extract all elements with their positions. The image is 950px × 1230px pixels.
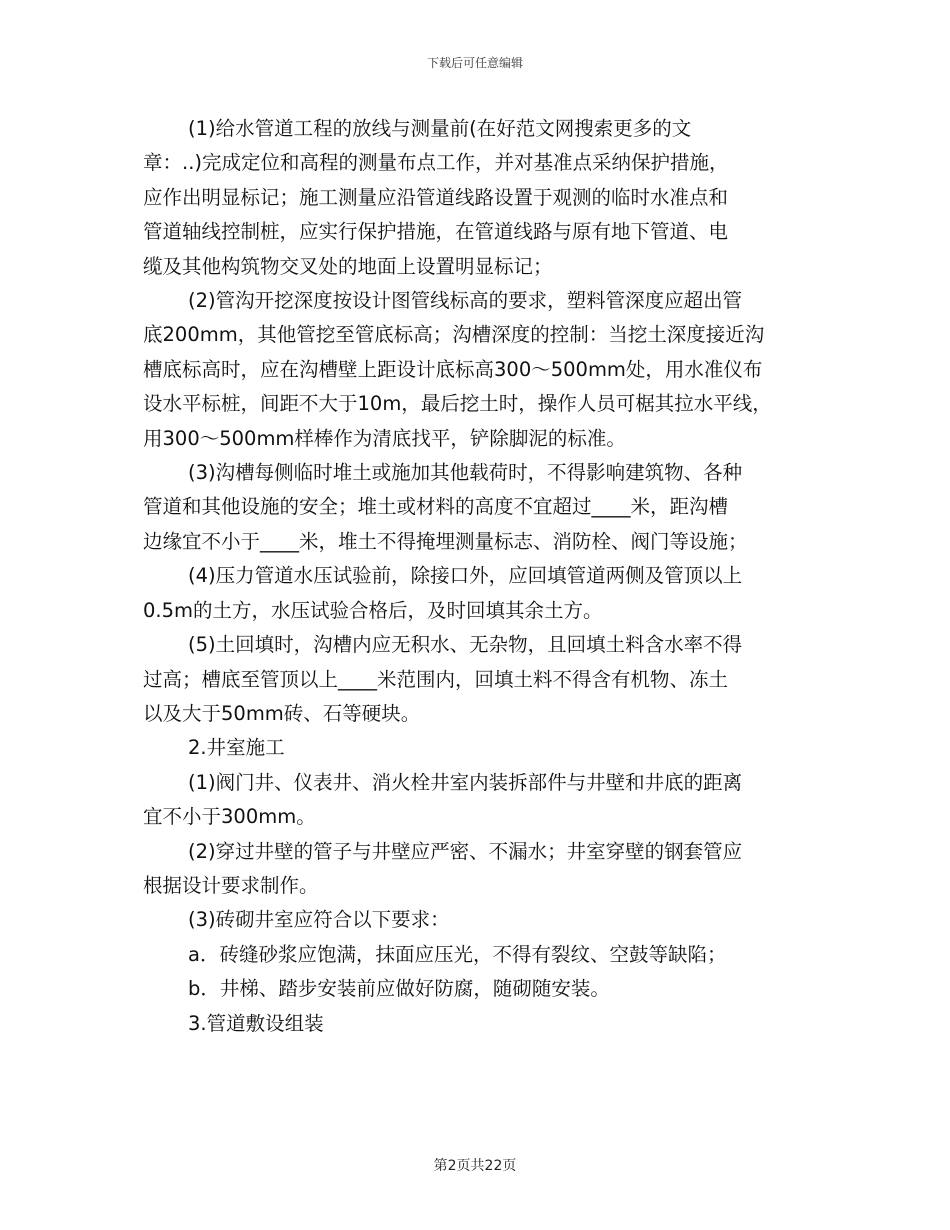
text-line: 3.管道敷设组装 (188, 1011, 324, 1035)
text-line: 管道轴线控制桩，应实行保护措施，在管道线路与原有地下管道、电 (143, 220, 729, 244)
text-line: 应作出明显标记；施工测量应沿管道线路设置于观测的临时水准点和 (143, 185, 729, 209)
text-line: (5)土回填时，沟槽内应无积水、无杂物，且回填土料含水率不得 (188, 633, 743, 657)
text-line: (4)压力管道水压试验前，除接口外，应回填管道两侧及管顶以上 (188, 564, 743, 588)
text-line: (3)砖砌井室应符合以下要求： (188, 908, 450, 932)
text-line: 以及大于50mm砖、石等硬块。 (143, 701, 421, 725)
text-line: a．砖缝砂浆应饱满，抹面应压光，不得有裂纹、空鼓等缺陷； (188, 942, 727, 966)
text-line: (1)阀门井、仪表井、消火栓井室内装拆部件与井壁和井底的距离 (188, 770, 743, 794)
text-line: 边缘宜不小于____米，堆土不得掩埋测量标志、消防栓、阀门等设施； (143, 529, 748, 553)
text-line: 宜不小于300mm。 (143, 805, 316, 829)
document-body (143, 112, 813, 1041)
text-line: 用300～500mm样棒作为清底找平，铲除脚泥的标准。 (143, 426, 626, 450)
text-line: b．井梯、踏步安装前应做好防腐，随砌随安装。 (188, 977, 610, 1001)
text-line: 过高；槽底至管顶以上____米范围内，回填土料不得含有机物、冻土 (143, 667, 729, 691)
text-line: (3)沟槽每侧临时堆土或施加其他载荷时，不得影响建筑物、各种 (188, 461, 743, 485)
text-line: (2)管沟开挖深度按设计图管线标高的要求，塑料管深度应超出管 (188, 289, 743, 313)
text-line: 根据设计要求制作。 (143, 873, 319, 897)
page-header: 下载后可任意编辑 (426, 56, 523, 70)
text-line: 设水平标桩，间距不大于10m，最后挖土时，操作人员可椐其拉水平线， (143, 392, 772, 416)
text-line: 章：..)完成定位和高程的测量布点工作，并对基准点采纳保护措施， (143, 151, 729, 175)
page-number: 第2页共22页 (433, 1158, 517, 1174)
text-line: 槽底标高时，应在沟槽壁上距设计底标高300～500mm处，用水准仪布 (143, 357, 763, 381)
text-line: 0.5m的土方，水压试验合格后，及时回填其余土方。 (143, 598, 603, 622)
text-line: 底200mm，其他管挖至管底标高；沟槽深度的控制：当挖土深度接近沟 (143, 323, 765, 347)
text-line: (2)穿过井壁的管子与井壁应严密、不漏水；井室穿壁的钢套管应 (188, 839, 743, 863)
text-line: 缆及其他构筑物交叉处的地面上设置明显标记； (143, 254, 553, 278)
text-line: 2.井室施工 (188, 736, 285, 760)
text-line: (1)给水管道工程的放线与测量前(在好范文网搜索更多的文 (188, 117, 692, 140)
text-line: 管道和其他设施的安全；堆土或材料的高度不宜超过____米，距沟槽 (143, 495, 729, 519)
